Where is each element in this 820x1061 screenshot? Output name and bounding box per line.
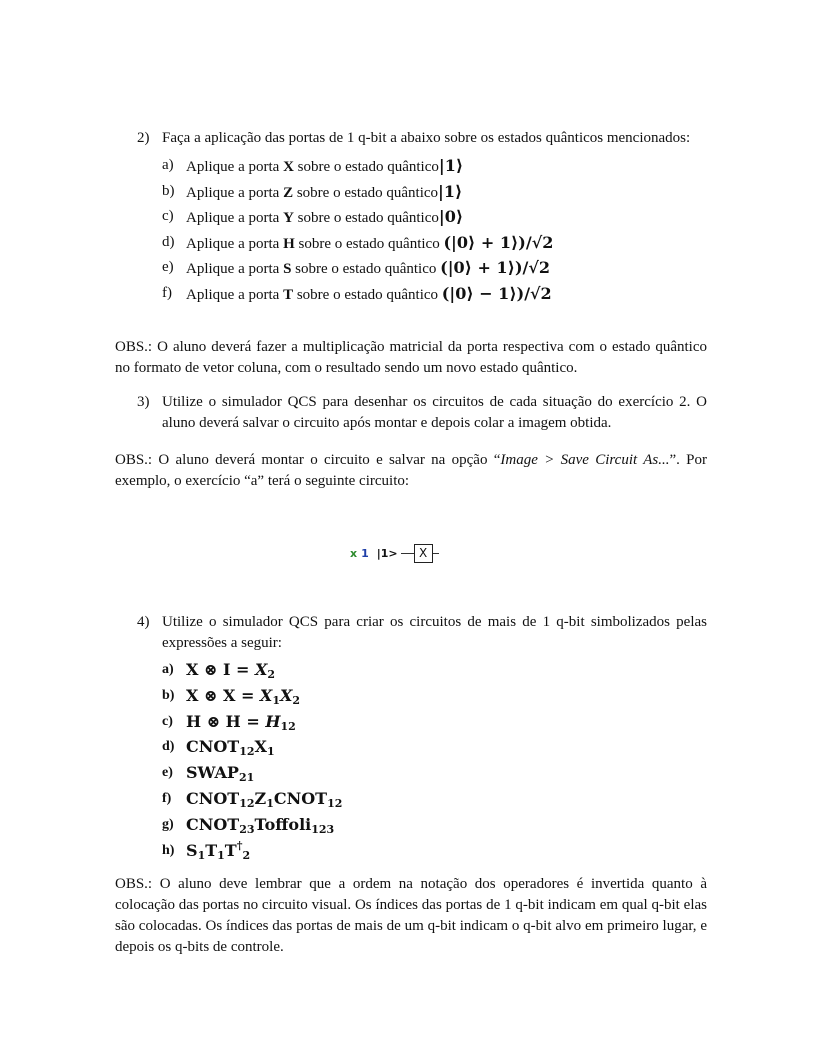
math-expression: H ⊗ $H = H_{12}$ — [186, 711, 296, 733]
list-item: a) X ⊗ $I = X_2$ — [162, 660, 276, 681]
list-item: a) Aplique a porta X sobre o estado quântico|1⟩ — [162, 156, 464, 175]
question-4 — [137, 612, 707, 863]
qubit-index: 1 — [361, 546, 369, 560]
list-item: d) Aplique a porta H sobre o estado quântico (|0⟩ + 1⟩)/√2 — [162, 232, 554, 252]
qubit-marker: x — [350, 546, 358, 560]
qubit-wire — [401, 553, 414, 554]
quantum-state: (|0⟩ + 1⟩)/√2 — [440, 258, 551, 277]
math-expression: $S_1T_1T^\dagger_2$ — [186, 838, 251, 862]
math-expression: $CNOT_{12}X_1$ — [186, 737, 275, 759]
quantum-state: (|0⟩ − 1⟩)/√2 — [441, 283, 552, 303]
quantum-state: (|0⟩ + 1⟩)/√2 — [443, 232, 554, 252]
list-item: c) Aplique a porta Y sobre o estado quântico|0⟩ — [162, 207, 464, 226]
question-number: 3) — [137, 394, 150, 410]
quantum-state: |1⟩ — [438, 181, 463, 201]
list-item: g) $CNOT_{23}Toffoli_{123}$ — [162, 814, 335, 836]
question-text: Utilize o simulador QCS para criar os circuitos de mais de 1 q-bit simbolizados pelas expressões a seguir: — [162, 614, 707, 651]
observation-note: OBS.: O aluno deverá fazer a multiplicação matricial da porta respectiva com o estado quântico no formato de vetor coluna, com o resultado sendo um novo estado quântico. — [115, 339, 707, 376]
list-item: e) Aplique a porta S sobre o estado quântico (|0⟩ + 1⟩)/√2 — [162, 258, 551, 277]
question-text: Faça a aplicação das portas de 1 q-bit a abaixo sobre os estados quânticos mencionados: — [162, 130, 691, 146]
math-expression: $CNOT_{23}Toffoli_{123}$ — [186, 814, 335, 836]
list-item: c) H ⊗ $H = H_{12}$ — [162, 711, 296, 733]
list-item: b) X ⊗ $X = X_1X_2$ — [162, 685, 301, 707]
list-item: e) $SWAP_{21}$ — [162, 763, 255, 785]
observation-note: OBS.: O aluno deve lembrar que a ordem na notação dos operadores é invertida quanto à colocação das portas no circuito visual. Os índices das portas de 1 q-bit indicam em qual q-bit elas são colocadas. Os índices das portas de mais de um q-bit indicam o q-bit alvo em primeiro lugar, e depois os q-bits de controle. — [115, 876, 707, 955]
list-item: b) Aplique a porta Z sobre o estado quântico|1⟩ — [162, 181, 463, 201]
math-expression: $CNOT_{12}Z_1CNOT_{12}$ — [186, 788, 343, 810]
menu-path: Image > Save Circuit As... — [500, 452, 670, 468]
question-text: Utilize o simulador QCS para desenhar os circuitos de cada situação do exercício 2. O aluno deverá salvar o circuito após montar e depois colar a imagem obtida. — [162, 394, 707, 431]
list-item: d) $CNOT_{12}X_1$ — [162, 737, 275, 759]
initial-state: |1> — [376, 546, 398, 560]
qubit-wire — [433, 553, 439, 554]
question-number: 2) — [137, 130, 150, 146]
quantum-state: |0⟩ — [438, 207, 464, 226]
x-gate: X — [414, 544, 433, 563]
question-2 — [137, 128, 707, 306]
math-expression: X ⊗ $I = X_2$ — [186, 660, 276, 681]
math-expression: $SWAP_{21}$ — [186, 763, 255, 785]
observation-note: OBS.: O aluno deverá montar o circuito e salvar na opção “Image > Save Circuit As...”. Por exemplo, o exercício “a” terá o seguinte circuito: — [115, 452, 707, 489]
sub-item-list — [162, 153, 707, 306]
math-expression: X ⊗ $X = X_1X_2$ — [186, 685, 301, 707]
expression-list — [162, 657, 707, 863]
list-item: f) $CNOT_{12}Z_1CNOT_{12}$ — [162, 788, 343, 810]
list-item: f) Aplique a porta T sobre o estado quântico (|0⟩ − 1⟩)/√2 — [162, 283, 552, 303]
list-item: h) $S_1T_1T^\dagger_2$ — [162, 838, 251, 862]
circuit-diagram — [350, 541, 439, 565]
quantum-state: |1⟩ — [438, 156, 464, 175]
question-number: 4) — [137, 614, 150, 630]
question-3 — [137, 392, 707, 434]
